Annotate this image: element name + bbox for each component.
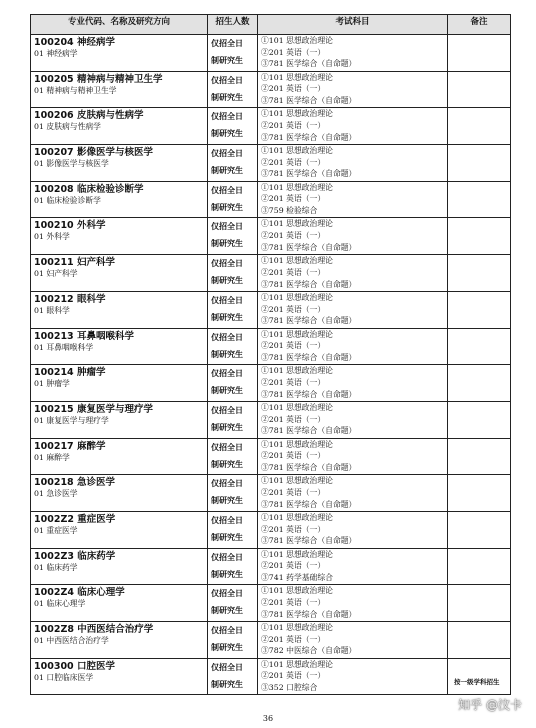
exam-subject-3: ③781 医学综合（自命题） (261, 536, 357, 546)
major-name: 100205 精神病与精神卫生学 (34, 73, 163, 85)
exam-subject-2: ②201 英语（一） (261, 634, 326, 644)
remark-cell (448, 365, 511, 402)
table-row (31, 622, 511, 659)
exam-subject-3: ③781 医学综合（自命题） (261, 352, 357, 362)
admissions-table (30, 14, 511, 695)
major-cell (31, 71, 208, 108)
enrollment-type-line2: 制研究生 (211, 569, 243, 579)
enrollment-cell (208, 328, 258, 365)
exam-subject-2: ②201 英语（一） (261, 121, 326, 131)
exam-subject-3: ③782 中医综合（自命题） (261, 646, 357, 656)
enrollment-cell (208, 511, 258, 548)
enrollment-cell (208, 475, 258, 512)
exam-subject-3: ③781 医学综合（自命题） (261, 609, 357, 619)
exam-subject-2: ②201 英语（一） (261, 341, 326, 351)
enrollment-type-line1: 仅招全日 (211, 149, 243, 159)
table-row (31, 328, 511, 365)
exam-subject-2: ②201 英语（一） (261, 267, 326, 277)
major-name: 100210 外科学 (34, 220, 106, 232)
remark-cell (448, 548, 511, 585)
major-cell (31, 622, 208, 659)
enrollment-type-line1: 仅招全日 (211, 222, 243, 232)
exam-subject-2: ②201 英语（一） (261, 47, 326, 57)
exam-subject-3: ③781 医学综合（自命题） (261, 169, 357, 179)
enrollment-type-line1: 仅招全日 (211, 369, 243, 379)
exam-subject-3: ③781 医学综合（自命题） (261, 96, 357, 106)
enrollment-type-line2: 制研究生 (211, 606, 243, 616)
research-direction: 01 麻醉学 (34, 452, 70, 462)
enrollment-type-line1: 仅招全日 (211, 515, 243, 525)
exam-cell (258, 438, 448, 475)
enrollment-type-line2: 制研究生 (211, 129, 243, 139)
major-cell (31, 511, 208, 548)
remark-cell (448, 328, 511, 365)
major-name: 1002Z4 临床心理学 (34, 587, 125, 599)
enrollment-type-line2: 制研究生 (211, 312, 243, 322)
enrollment-cell (208, 438, 258, 475)
research-direction: 01 临床心理学 (34, 599, 86, 609)
exam-subject-1: ①101 思想政治理论 (261, 549, 333, 559)
enrollment-cell (208, 548, 258, 585)
exam-subject-2: ②201 英语（一） (261, 157, 326, 167)
enrollment-cell (208, 622, 258, 659)
enrollment-type-line1: 仅招全日 (211, 112, 243, 122)
enrollment-type-line1: 仅招全日 (211, 75, 243, 85)
exam-subject-1: ①101 思想政治理论 (261, 219, 333, 229)
major-name: 1002Z2 重症医学 (34, 513, 116, 525)
exam-cell (258, 181, 448, 218)
research-direction: 01 重症医学 (34, 525, 78, 535)
exam-cell (258, 585, 448, 622)
table-row (31, 108, 511, 145)
exam-cell (258, 548, 448, 585)
exam-subject-1: ①101 思想政治理论 (261, 659, 333, 669)
table-row (31, 511, 511, 548)
enrollment-cell (208, 145, 258, 182)
exam-cell (258, 108, 448, 145)
remark-cell (448, 291, 511, 328)
remark-cell (448, 438, 511, 475)
major-name: 1002Z8 中西医结合治疗学 (34, 624, 154, 635)
enrollment-type-line1: 仅招全日 (211, 626, 243, 635)
enrollment-cell (208, 71, 258, 108)
research-direction: 01 肿瘤学 (34, 379, 70, 389)
research-direction: 01 精神病与精神卫生学 (34, 85, 117, 95)
major-cell (31, 475, 208, 512)
table-row (31, 71, 511, 108)
table-row (31, 218, 511, 255)
exam-subject-1: ①101 思想政治理论 (261, 402, 333, 412)
table-row (31, 585, 511, 622)
table-row (31, 401, 511, 438)
table-row (31, 548, 511, 585)
exam-cell (258, 291, 448, 328)
remark-cell (448, 181, 511, 218)
table-row (31, 181, 511, 218)
exam-subject-1: ①101 思想政治理论 (261, 586, 333, 596)
remark-cell (448, 145, 511, 182)
major-name: 100204 神经病学 (34, 37, 115, 48)
major-cell (31, 585, 208, 622)
research-direction: 01 神经病学 (34, 49, 78, 58)
exam-subject-3: ③781 医学综合（自命题） (261, 389, 357, 399)
research-direction: 01 外科学 (34, 232, 70, 242)
exam-subject-3: ③781 医学综合（自命题） (261, 242, 357, 252)
enrollment-type-line2: 制研究生 (211, 643, 243, 652)
major-name: 100215 康复医学与理疗学 (34, 403, 153, 415)
exam-cell (258, 35, 448, 72)
watermark: 知乎 @汶卡 (458, 698, 522, 712)
research-direction: 01 临床药学 (34, 562, 78, 572)
exam-subject-2: ②201 英语（一） (261, 671, 326, 681)
exam-subject-3: ③781 医学综合（自命题） (261, 59, 357, 69)
exam-subject-3: ③781 医学综合（自命题） (261, 426, 357, 436)
exam-subject-1: ①101 思想政治理论 (261, 439, 333, 449)
enrollment-cell (208, 291, 258, 328)
enrollment-type-line2: 制研究生 (211, 532, 243, 542)
exam-subject-1: ①101 思想政治理论 (261, 36, 333, 45)
exam-subject-1: ①101 思想政治理论 (261, 476, 333, 486)
major-name: 100300 口腔医学 (34, 660, 115, 672)
exam-subject-3: ③781 医学综合（自命题） (261, 499, 357, 509)
exam-subject-3: ③352 口腔综合 (261, 683, 318, 693)
exam-subject-1: ①101 思想政治理论 (261, 366, 333, 376)
remark-cell (448, 35, 511, 72)
header-remarks: 备注 (448, 15, 511, 35)
exam-subject-3: ③759 检验综合 (261, 206, 318, 216)
exam-subject-1: ①101 思想政治理论 (261, 182, 333, 192)
enrollment-type-line1: 仅招全日 (211, 442, 243, 452)
remark-cell (448, 401, 511, 438)
exam-subject-3: ③781 医学综合（自命题） (261, 462, 357, 472)
major-name: 1002Z3 临床药学 (34, 550, 116, 562)
enrollment-type-line1: 仅招全日 (211, 185, 243, 195)
exam-subject-1: ①101 思想政治理论 (261, 292, 333, 302)
exam-subject-2: ②201 英语（一） (261, 561, 326, 571)
exam-subject-3: ③781 医学综合（自命题） (261, 316, 357, 326)
major-name: 100208 临床检验诊断学 (34, 183, 144, 195)
table-row (31, 475, 511, 512)
enrollment-type-line2: 制研究生 (211, 349, 243, 359)
exam-subject-2: ②201 英语（一） (261, 84, 326, 94)
major-cell (31, 145, 208, 182)
research-direction: 01 眼科学 (34, 305, 70, 315)
exam-subject-2: ②201 英语（一） (261, 377, 326, 387)
major-cell (31, 35, 208, 72)
exam-subject-1: ①101 思想政治理论 (261, 109, 333, 119)
major-cell (31, 255, 208, 292)
table-row (31, 145, 511, 182)
header-enrollment: 招生人数 (208, 15, 258, 35)
header-exam-subjects: 考试科目 (258, 15, 448, 35)
enrollment-type-line1: 仅招全日 (211, 662, 243, 672)
enrollment-cell (208, 108, 258, 145)
exam-subject-1: ①101 思想政治理论 (261, 512, 333, 522)
exam-subject-2: ②201 英语（一） (261, 451, 326, 461)
exam-subject-3: ③781 医学综合（自命题） (261, 132, 357, 142)
enrollment-cell (208, 658, 258, 695)
remark-cell (448, 511, 511, 548)
exam-cell (258, 475, 448, 512)
table-header-row (31, 15, 511, 35)
exam-subject-2: ②201 英语（一） (261, 231, 326, 241)
table-row (31, 365, 511, 402)
exam-cell (258, 71, 448, 108)
enrollment-type-line1: 仅招全日 (211, 39, 243, 48)
major-cell (31, 291, 208, 328)
enrollment-type-line1: 仅招全日 (211, 332, 243, 342)
major-cell (31, 328, 208, 365)
enrollment-type-line1: 仅招全日 (211, 405, 243, 415)
major-cell (31, 218, 208, 255)
research-direction: 01 康复医学与理疗学 (34, 415, 109, 425)
remark-cell (448, 475, 511, 512)
enrollment-type-line2: 制研究生 (211, 422, 243, 432)
enrollment-cell (208, 365, 258, 402)
exam-subject-1: ①101 思想政治理论 (261, 329, 333, 339)
remark-cell (448, 585, 511, 622)
major-name: 100214 肿瘤学 (34, 367, 106, 379)
major-name: 100207 影像医学与核医学 (34, 147, 153, 159)
exam-subject-2: ②201 英语（一） (261, 194, 326, 204)
major-name: 100217 麻醉学 (34, 440, 106, 452)
enrollment-cell (208, 585, 258, 622)
exam-subject-3: ③781 医学综合（自命题） (261, 279, 357, 289)
enrollment-type-line1: 仅招全日 (211, 259, 243, 269)
enrollment-type-line1: 仅招全日 (211, 295, 243, 305)
major-name: 100206 皮肤病与性病学 (34, 110, 144, 122)
enrollment-cell (208, 35, 258, 72)
table-row (31, 291, 511, 328)
enrollment-type-line2: 制研究生 (211, 56, 243, 65)
research-direction: 01 影像医学与核医学 (34, 159, 109, 169)
research-direction: 01 临床检验诊断学 (34, 195, 101, 205)
major-cell (31, 658, 208, 695)
major-name: 100218 急诊医学 (34, 477, 115, 489)
exam-subject-2: ②201 英语（一） (261, 304, 326, 314)
exam-cell (258, 658, 448, 695)
research-direction: 01 皮肤病与性病学 (34, 122, 101, 132)
remark-cell (448, 108, 511, 145)
major-cell (31, 181, 208, 218)
exam-subject-2: ②201 英语（一） (261, 598, 326, 608)
remark-cell (448, 71, 511, 108)
major-cell (31, 548, 208, 585)
exam-subject-1: ①101 思想政治理论 (261, 623, 333, 632)
exam-cell (258, 401, 448, 438)
exam-subject-2: ②201 英语（一） (261, 524, 326, 534)
exam-subject-2: ②201 英语（一） (261, 487, 326, 497)
exam-cell (258, 218, 448, 255)
enrollment-cell (208, 181, 258, 218)
enrollment-type-line2: 制研究生 (211, 239, 243, 249)
enrollment-type-line2: 制研究生 (211, 202, 243, 212)
remark-cell (448, 658, 511, 695)
research-direction: 01 口腔临床医学 (34, 672, 94, 682)
page-number: 36 (262, 714, 274, 723)
enrollment-type-line2: 制研究生 (211, 386, 243, 396)
enrollment-type-line2: 制研究生 (211, 496, 243, 506)
table-row (31, 35, 511, 72)
exam-cell (258, 365, 448, 402)
exam-subject-1: ①101 思想政治理论 (261, 256, 333, 266)
exam-subject-3: ③741 药学基础综合 (261, 573, 333, 583)
remark-cell (448, 218, 511, 255)
exam-subject-1: ①101 思想政治理论 (261, 146, 333, 156)
major-cell (31, 365, 208, 402)
major-name: 100211 妇产科学 (34, 257, 115, 269)
header-major: 专业代码、名称及研究方向 (31, 15, 208, 35)
major-cell (31, 438, 208, 475)
exam-subject-1: ①101 思想政治理论 (261, 72, 333, 82)
enrollment-type-line1: 仅招全日 (211, 479, 243, 489)
exam-cell (258, 511, 448, 548)
exam-cell (258, 145, 448, 182)
enrollment-type-line2: 制研究生 (211, 276, 243, 286)
enrollment-type-line1: 仅招全日 (211, 589, 243, 599)
research-direction: 01 急诊医学 (34, 489, 78, 499)
enrollment-cell (208, 255, 258, 292)
remark-cell (448, 255, 511, 292)
table-row (31, 255, 511, 292)
table-row (31, 658, 511, 695)
research-direction: 01 妇产科学 (34, 269, 78, 279)
enrollment-type-line2: 制研究生 (211, 92, 243, 102)
enrollment-type-line2: 制研究生 (211, 679, 243, 689)
remark-text: 按一级学科招生 (454, 678, 500, 687)
enrollment-type-line2: 制研究生 (211, 459, 243, 469)
major-cell (31, 108, 208, 145)
research-direction: 01 中西医结合治疗学 (34, 636, 109, 645)
enrollment-type-line1: 仅招全日 (211, 552, 243, 562)
major-name: 100212 眼科学 (34, 293, 106, 305)
table-body (31, 35, 511, 695)
exam-cell (258, 622, 448, 659)
exam-subject-2: ②201 英语（一） (261, 414, 326, 424)
enrollment-cell (208, 218, 258, 255)
exam-cell (258, 328, 448, 365)
enrollment-type-line2: 制研究生 (211, 166, 243, 176)
exam-cell (258, 255, 448, 292)
research-direction: 01 耳鼻咽喉科学 (34, 342, 94, 352)
table-row (31, 438, 511, 475)
enrollment-cell (208, 401, 258, 438)
major-name: 100213 耳鼻咽喉科学 (34, 330, 134, 342)
major-cell (31, 401, 208, 438)
remark-cell (448, 622, 511, 659)
